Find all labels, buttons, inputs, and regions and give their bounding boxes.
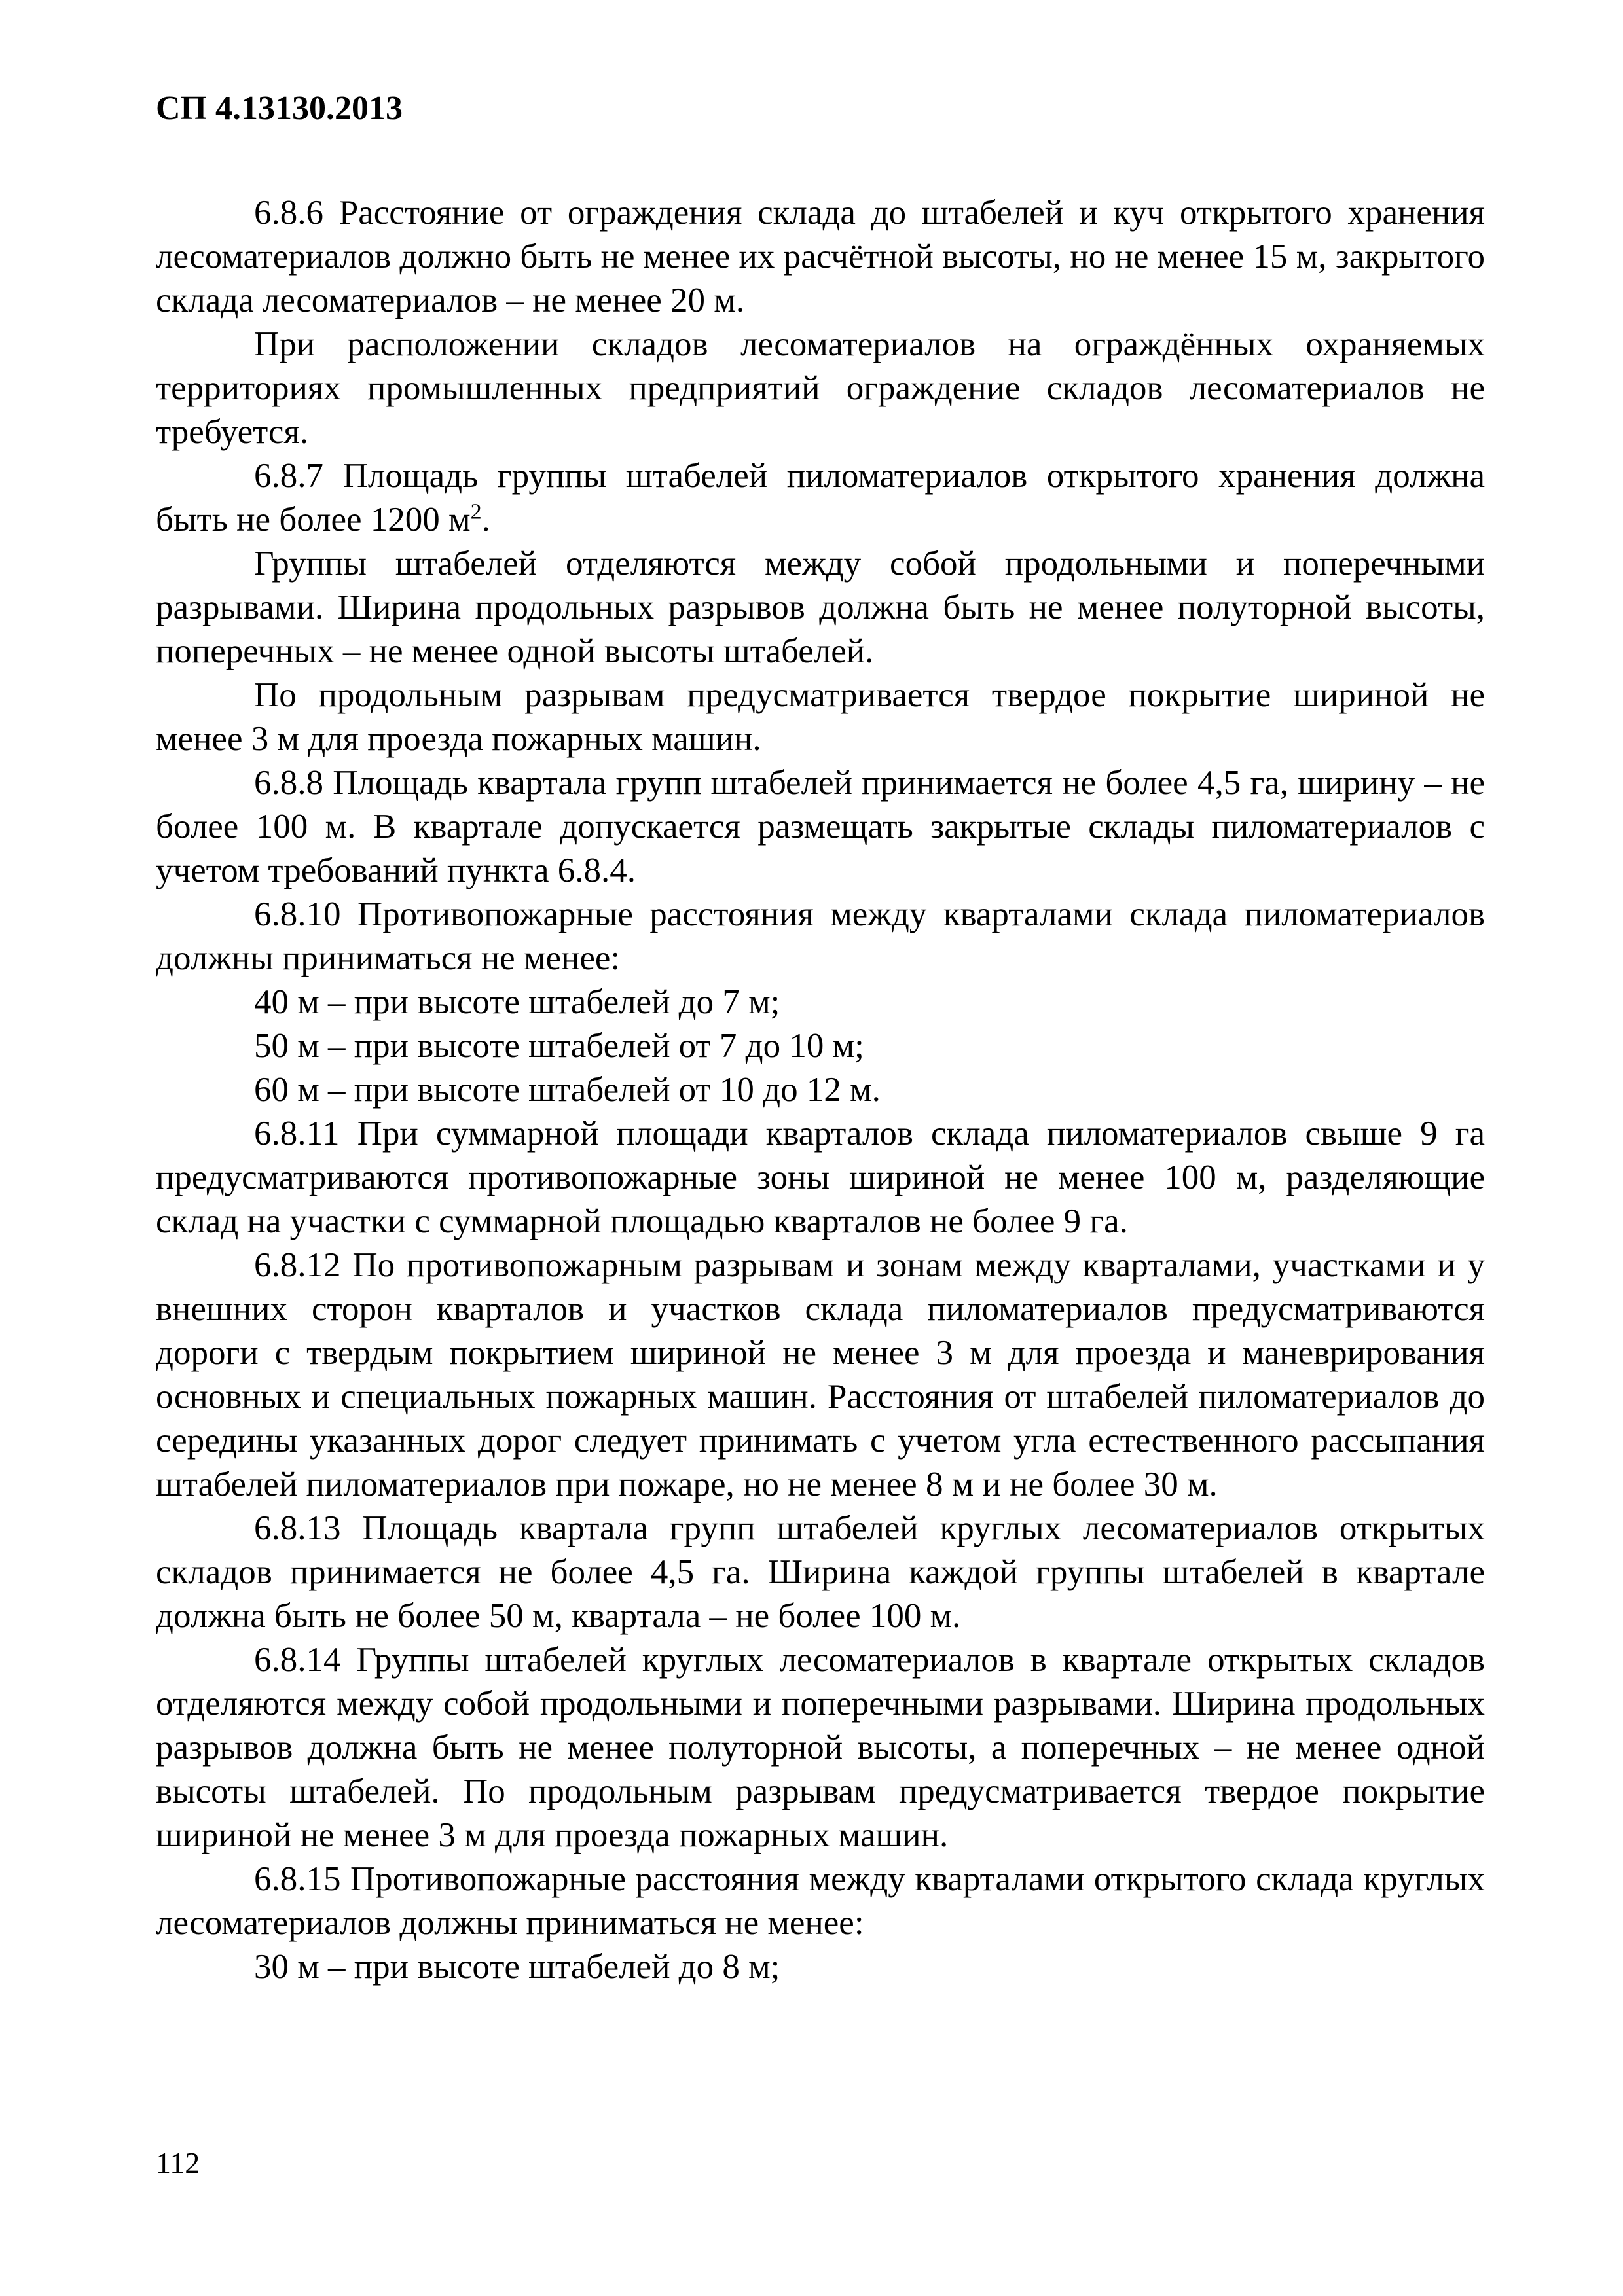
paragraph-6-8-10: 6.8.10 Противопожарные расстояния между кварталами склада пиломатериалов должны приниматься не менее: (156, 895, 1485, 977)
paragraph-6-8-8: 6.8.8 Площадь квартала групп штабелей принимается не более 4,5 га, ширину – не более 100 м. В квартале допускается размещать закрытые склады пиломатериалов с учетом требований пункта 6.8.4. (156, 764, 1485, 889)
paragraph-6-8-7-text: 6.8.7 Площадь группы штабелей пиломатериалов открытого хранения должна быть не более 1200 м (156, 457, 1485, 539)
area-unit-exponent: 2 (470, 499, 482, 524)
paragraph-6-8-15: 6.8.15 Противопожарные расстояния между кварталами открытого склада круглых лесоматериалов должны приниматься не менее: (156, 1860, 1485, 1942)
page-number: 112 (156, 2146, 200, 2179)
list-item-50m: 50 м – при высоте штабелей от 7 до 10 м; (254, 1027, 864, 1065)
paragraph-fencing-note: При расположении складов лесоматериалов на ограждённых охраняемых территориях промышленных предприятий ограждение складов лесоматериалов не требуется. (156, 325, 1485, 451)
document-code-header: СП 4.13130.2013 (156, 90, 403, 127)
paragraph-6-8-7-period: . (481, 501, 490, 539)
paragraph-6-8-7 (156, 454, 1485, 542)
document-body (156, 191, 1485, 1989)
paragraph-6-8-12: 6.8.12 По противопожарным разрывам и зонам между кварталами, участками и у внешних сторон кварталов и участков склада пиломатериалов предусматриваются дороги с твердым покрытием шириной не менее 3 м для проезда и маневрирования основных и специальных пожарных машин. Расстояния от штабелей пиломатериалов до середины указанных дорог следует принимать с учетом угла естественного рассыпания штабелей пиломатериалов при пожаре, но не менее 8 м и не более 30 м. (156, 1246, 1485, 1503)
paragraph-6-8-6: 6.8.6 Расстояние от ограждения склада до штабелей и куч открытого хранения лесоматериалов должно быть не менее их расчётной высоты, но не менее 15 м, закрытого склада лесоматериалов – не менее 20 м. (156, 194, 1485, 319)
paragraph-stack-groups: Группы штабелей отделяются между собой продольными и поперечными разрывами. Ширина продольных разрывов должна быть не менее полуторной высоты, поперечных – не менее одной высоты штабелей. (156, 545, 1485, 670)
list-item-30m: 30 м – при высоте штабелей до 8 м; (254, 1948, 780, 1986)
paragraph-6-8-14: 6.8.14 Группы штабелей круглых лесоматериалов в квартале открытых складов отделяются между собой продольными и поперечными разрывами. Ширина продольных разрывов должна быть не менее полуторной высоты, а поперечных – не менее одной высоты штабелей. По продольным разрывам предусматривается твердое покрытие шириной не менее 3 м для проезда пожарных машин. (156, 1641, 1485, 1854)
list-item-40m: 40 м – при высоте штабелей до 7 м; (254, 983, 780, 1021)
paragraph-6-8-13: 6.8.13 Площадь квартала групп штабелей круглых лесоматериалов открытых складов принимается не более 4,5 га. Ширина каждой группы штабелей в квартале должна быть не более 50 м, квартала – не более 100 м. (156, 1509, 1485, 1635)
list-item-60m: 60 м – при высоте штабелей от 10 до 12 м. (254, 1071, 881, 1109)
paragraph-hard-surface: По продольным разрывам предусматривается твердое покрытие шириной не менее 3 м для проезда пожарных машин. (156, 676, 1485, 758)
paragraph-6-8-11: 6.8.11 При суммарной площади кварталов склада пиломатериалов свыше 9 га предусматриваются противопожарные зоны шириной не менее 100 м, разделяющие склад на участки с суммарной площадью кварталов не более 9 га. (156, 1115, 1485, 1240)
